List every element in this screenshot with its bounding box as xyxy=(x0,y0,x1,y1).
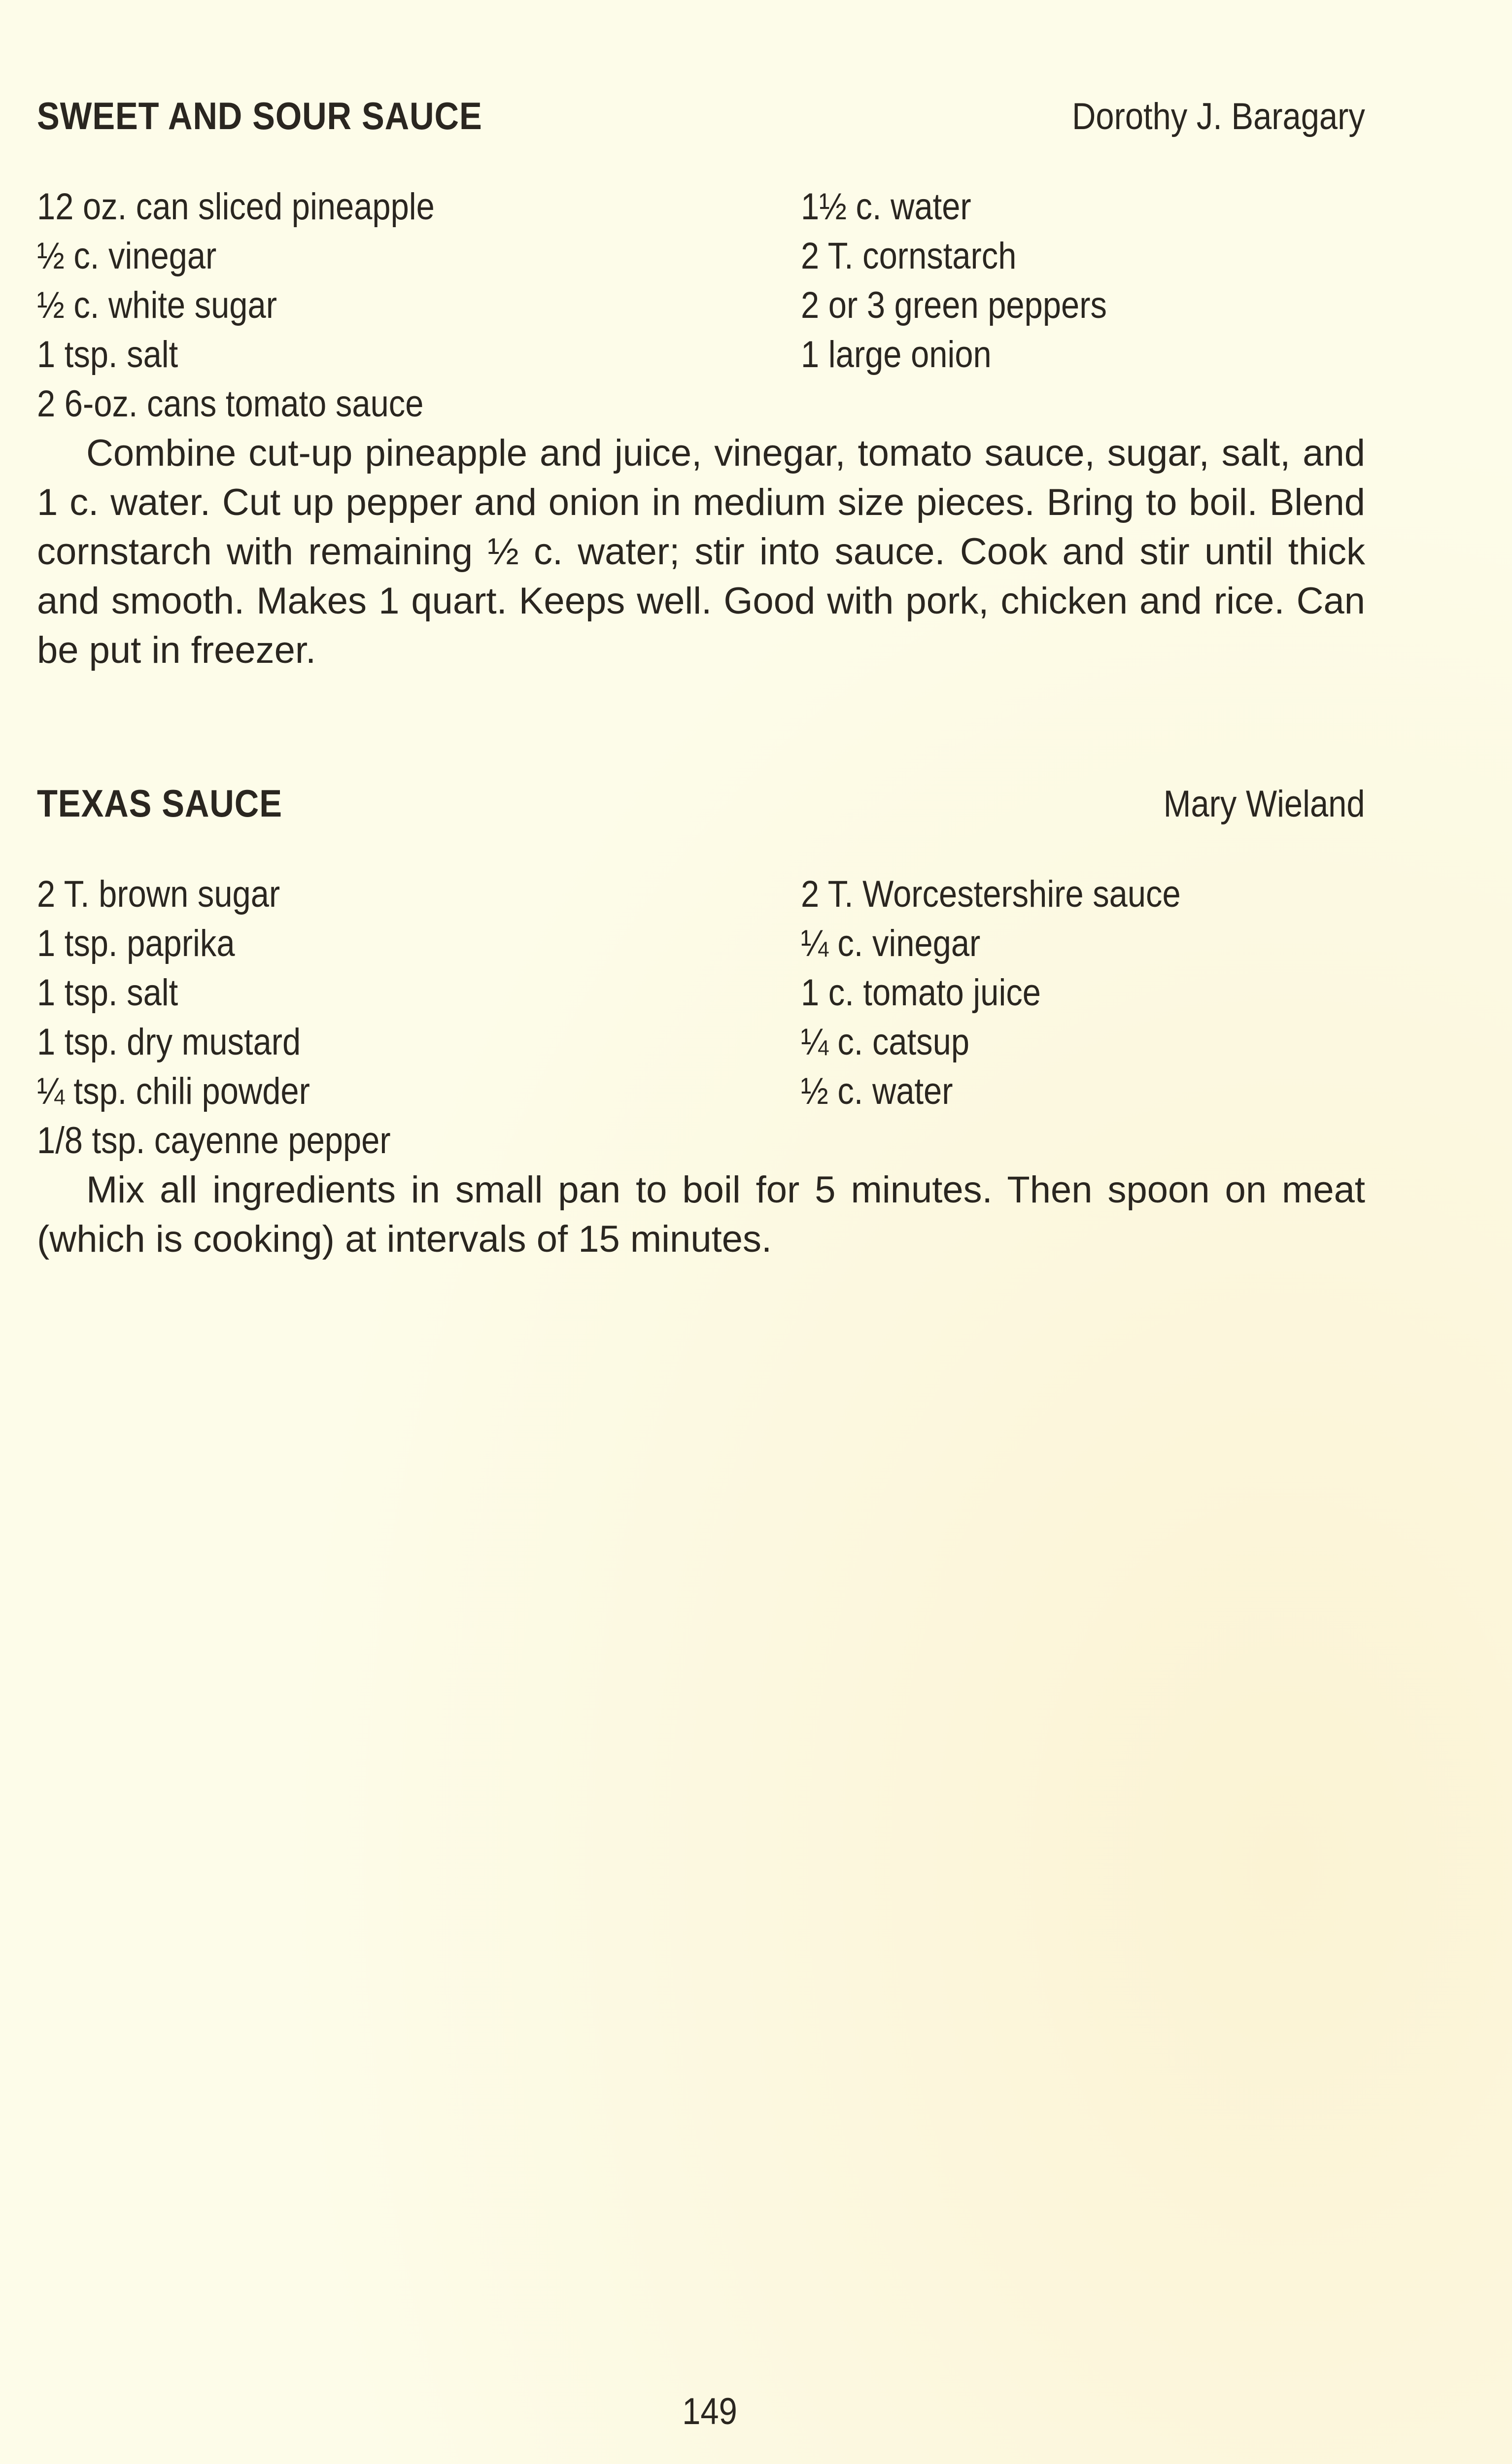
recipe-author: Dorothy J. Baragary xyxy=(1072,96,1365,137)
ingredient-list xyxy=(37,870,1365,1165)
recipe-title: SWEET AND SOUR SAUCE xyxy=(37,94,482,137)
recipe-texas-sauce xyxy=(37,781,1365,1264)
ingredient-item: 12 oz. can sliced pineapple xyxy=(37,186,435,228)
ingredient-item: 2 6-oz. cans tomato sauce xyxy=(37,383,424,425)
ingredient-item: 1 tsp. salt xyxy=(37,972,178,1014)
ingredient-item: ¼ tsp. chili powder xyxy=(37,1070,310,1112)
recipe-sweet-and-sour-sauce xyxy=(37,94,1365,675)
ingredient-item: 1 c. tomato juice xyxy=(801,972,1041,1014)
ingredient-item: 1½ c. water xyxy=(801,186,971,228)
ingredient-column-right xyxy=(801,182,1365,429)
ingredient-item: 1 tsp. salt xyxy=(37,334,178,376)
ingredient-item: ¼ c. catsup xyxy=(801,1021,970,1063)
recipe-author: Mary Wieland xyxy=(1164,783,1365,825)
ingredient-item: 1/8 tsp. cayenne pepper xyxy=(37,1120,391,1162)
ingredient-item: 1 tsp. paprika xyxy=(37,923,235,964)
ingredient-item: 1 large onion xyxy=(801,334,992,376)
ingredient-item: 2 T. brown sugar xyxy=(37,873,280,915)
ingredient-item: ¼ c. vinegar xyxy=(801,923,981,964)
ingredient-item: ½ c. white sugar xyxy=(37,284,277,326)
ingredient-item: 2 T. Worcestershire sauce xyxy=(801,873,1181,915)
recipe-title: TEXAS SAUCE xyxy=(37,782,282,825)
ingredient-column-left xyxy=(37,870,801,1165)
ingredient-item: 1 tsp. dry mustard xyxy=(37,1021,301,1063)
ingredient-column-left xyxy=(37,182,801,429)
ingredient-item: ½ c. water xyxy=(801,1070,953,1112)
ingredient-item: 2 or 3 green peppers xyxy=(801,284,1107,326)
page-number: 149 xyxy=(682,2391,737,2432)
ingredient-item: ½ c. vinegar xyxy=(37,235,217,277)
ingredient-item: 2 T. cornstarch xyxy=(801,235,1017,277)
ingredient-column-right xyxy=(801,870,1365,1165)
recipe-directions: Combine cut-up pineapple and juice, vinegar, tomato sauce, sugar, salt, and 1 c. water. Cut up pepper and onion in medium size pieces. Bring to boil. Blend cornstarch with remaining ½ c. water; stir into sauce. Cook and stir until thick and smooth. Makes 1 quart. Keeps well. Good with pork, chicken and rice. Can be put in freezer. xyxy=(37,432,1365,671)
recipe-header xyxy=(37,781,1365,835)
recipe-header xyxy=(37,94,1365,148)
recipe-directions: Mix all ingredients in small pan to boil for 5 minutes. Then spoon on meat (which is cooking) at intervals of 15 minutes. xyxy=(37,1169,1365,1260)
ingredient-list xyxy=(37,182,1365,429)
